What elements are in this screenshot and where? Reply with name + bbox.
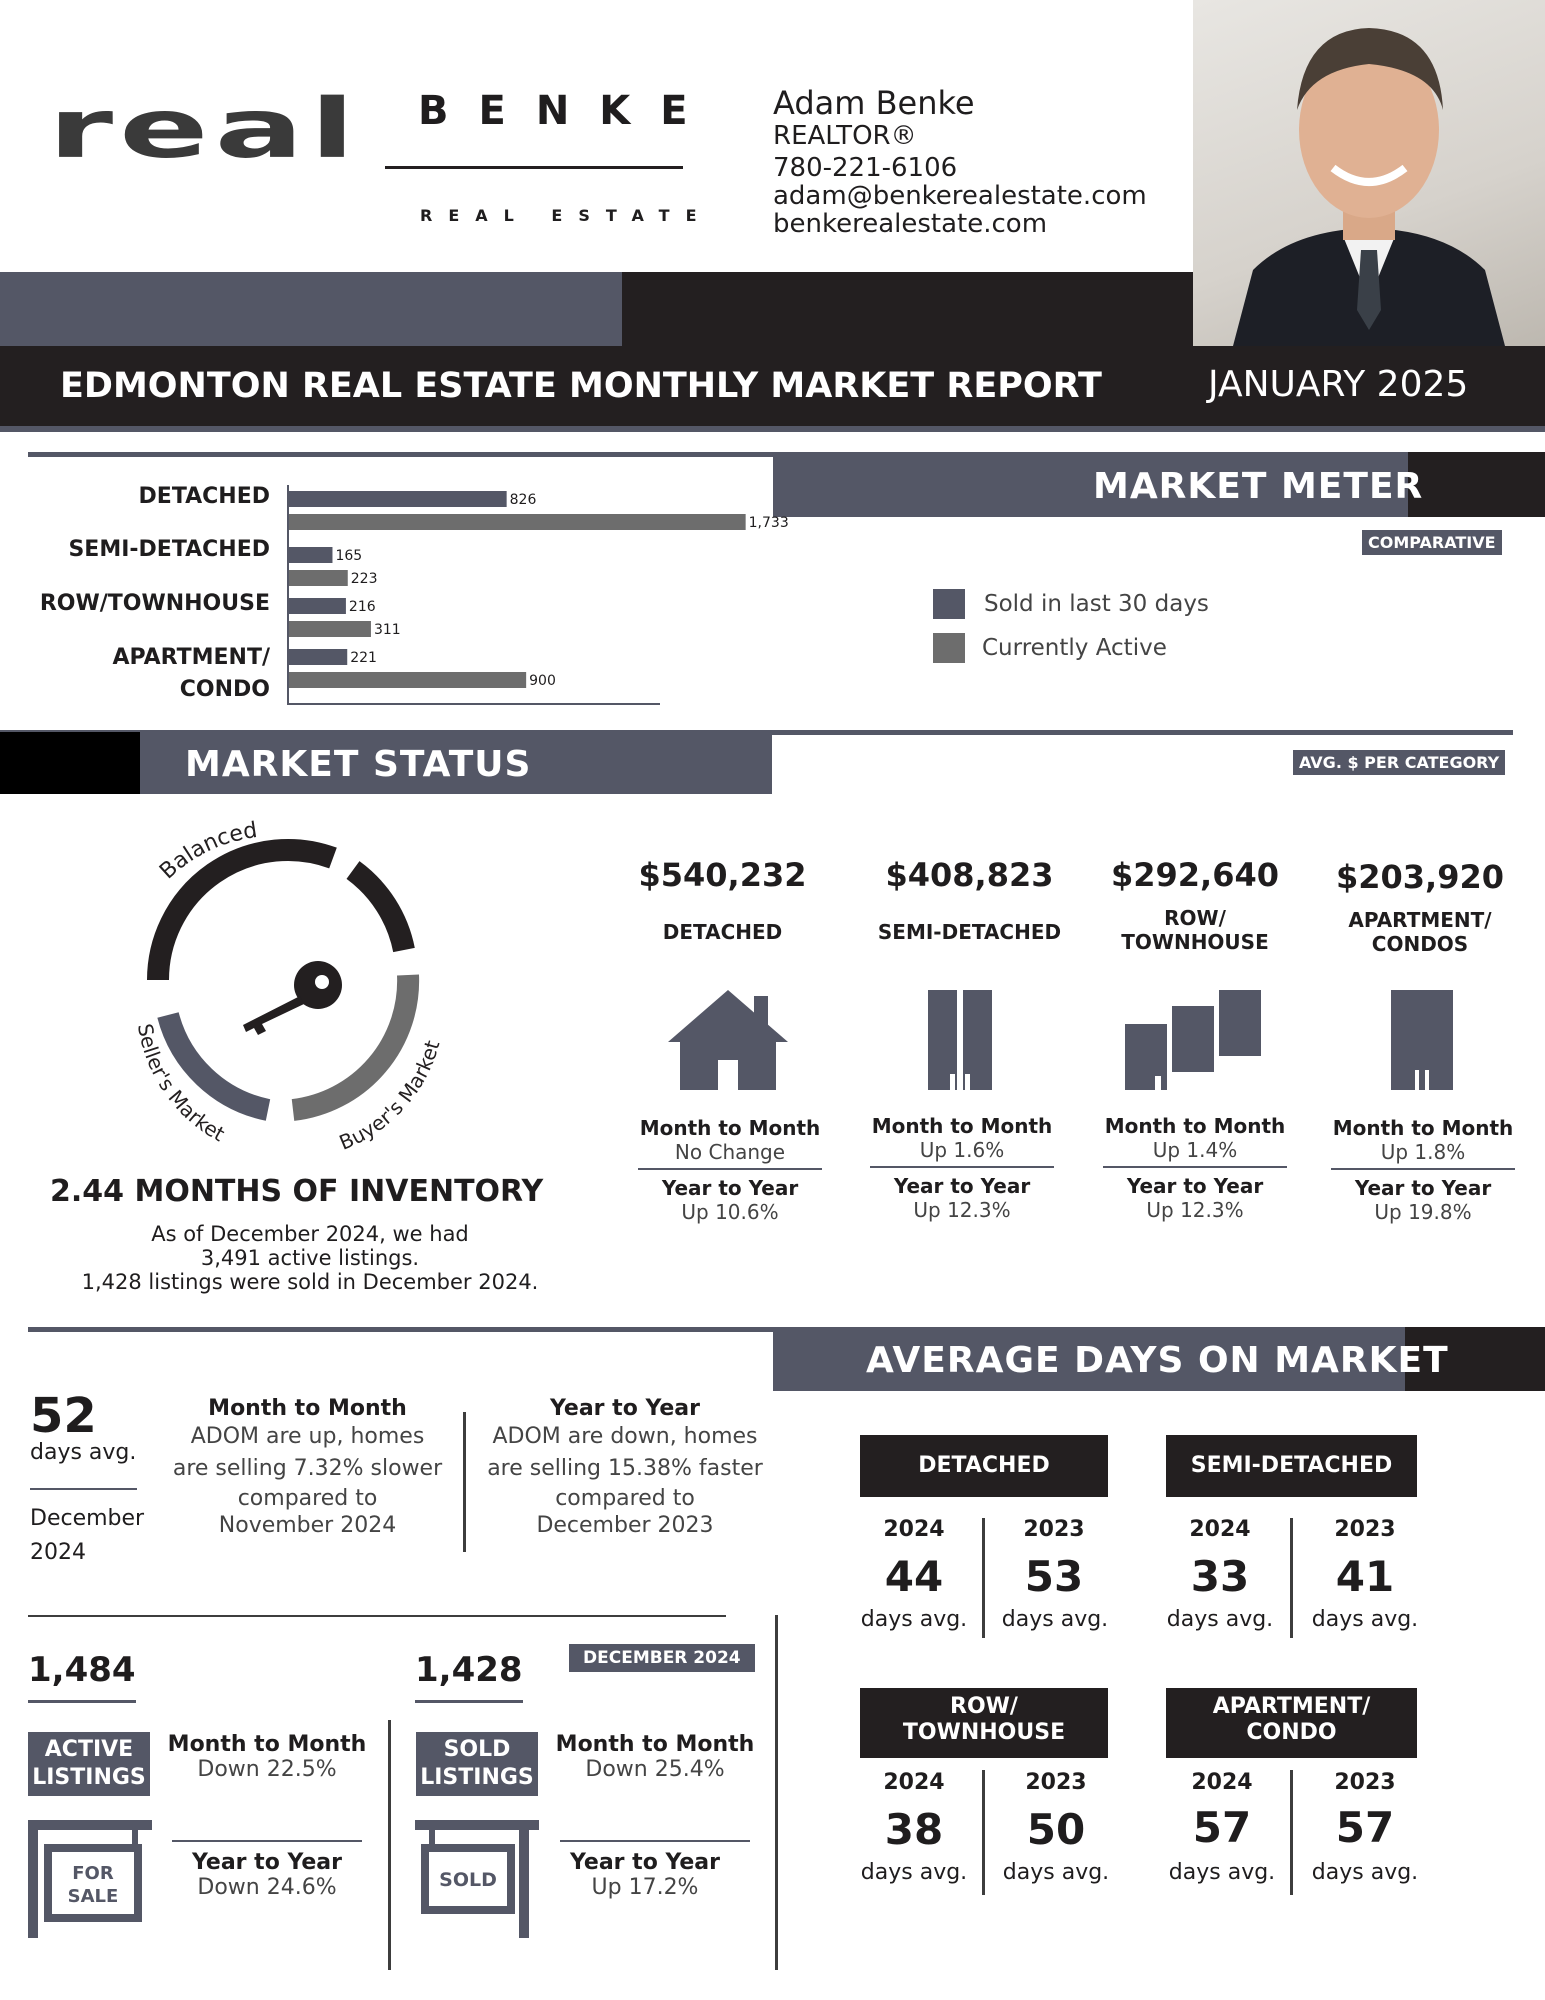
adom-value: 33 (1190, 1552, 1250, 1601)
sold-sign-text: SOLD (439, 1869, 497, 1891)
status-banner-black (0, 732, 140, 794)
chart-label-condo: CONDO (179, 677, 270, 702)
sold-mtm (550, 1732, 760, 1782)
gauge-sellers-label: Seller's Market (132, 1021, 229, 1147)
bar-value-label: 900 (529, 673, 556, 689)
gauge-balanced-label: Balanced (155, 818, 260, 885)
stat-head: Year to Year (893, 1174, 1031, 1198)
legend-sold-swatch (933, 589, 965, 619)
sold-count: 1,428 (415, 1650, 523, 1690)
stats-row-townhouse (1095, 1114, 1295, 1222)
adom-title: AVERAGE DAYS ON MARKET (866, 1340, 1449, 1381)
sold-label-1: SOLD (443, 1737, 511, 1762)
agent-photo (1193, 0, 1545, 346)
apartment-icon (1391, 990, 1453, 1090)
agent-email[interactable]: adam@benkerealestate.com (773, 181, 1147, 211)
adom-period (30, 1502, 144, 1570)
stat-value: Up 19.8% (1374, 1200, 1472, 1224)
price-semi-detached: $408,823 (885, 856, 1054, 894)
sold-sign-icon (415, 1820, 539, 1938)
adom-box-label-1: APARTMENT/ (1212, 1694, 1371, 1719)
market-status-title: MARKET STATUS (185, 744, 532, 785)
avg-price-tag: AVG. $ PER CATEGORY (1293, 750, 1505, 775)
adom-mtm-line: are selling 7.32% slower (172, 1456, 443, 1481)
adom-year: 2024 (883, 1770, 945, 1795)
stat-head: Month to Month (1332, 1116, 1514, 1140)
adom-box-detached: DETACHED (860, 1435, 1108, 1497)
adom-period-year: 2024 (30, 1540, 86, 1565)
bar-active-1 (289, 570, 348, 586)
listings-top-rule (28, 1615, 726, 1617)
for-sale-sign-text-2: SALE (67, 1886, 119, 1907)
inventory-line-1: As of December 2024, we had (151, 1222, 469, 1246)
sold-yty-head: Year to Year (569, 1850, 720, 1875)
stat-divider (1103, 1166, 1287, 1168)
report-title: EDMONTON REAL ESTATE MONTHLY MARKET REPORT (60, 366, 1102, 406)
townhouse-icon (1125, 990, 1261, 1090)
for-sale-sign-icon (28, 1820, 152, 1938)
adom-unit: days avg. (860, 1607, 968, 1632)
bar-sold-3 (289, 649, 347, 665)
gauge-buyers-label: Buyer's Market (335, 1037, 445, 1155)
adom-mid-divider (463, 1412, 466, 1552)
brand-subtitle: REAL ESTATE (420, 206, 713, 225)
adom-value: 44 (884, 1552, 944, 1601)
adom-yty-line: compared to (555, 1486, 695, 1511)
price-col-row (1095, 856, 1295, 954)
adom-year: 2023 (1023, 1517, 1085, 1542)
active-yty-head: Year to Year (191, 1850, 342, 1875)
bar-value-label: 221 (350, 650, 377, 666)
active-listings-label (28, 1732, 150, 1796)
adom-mtm-head: Month to Month (208, 1396, 407, 1421)
bar-active-2 (289, 621, 371, 637)
adom-unit: days avg. (1002, 1860, 1110, 1885)
adom-year: 2024 (883, 1517, 945, 1542)
agent-name: Adam Benke (773, 84, 975, 122)
sold-listings-label (416, 1732, 538, 1796)
bar-sold-2 (289, 598, 346, 614)
active-mtm (162, 1732, 372, 1782)
brand-divider (385, 166, 683, 169)
bar-value-label: 311 (373, 622, 401, 638)
sold-label-2: LISTINGS (420, 1765, 534, 1790)
bar-value-label: 826 (509, 492, 537, 508)
stats-detached (630, 1116, 830, 1224)
adom-mtm-line: November 2024 (218, 1513, 397, 1538)
adom-period-month: December (30, 1506, 145, 1531)
active-count-underline (28, 1700, 136, 1703)
adom-yty-line: ADOM are down, homes (492, 1424, 758, 1449)
brand-name: BENKE (418, 88, 718, 134)
active-count: 1,484 (28, 1650, 136, 1690)
adom-year: 2024 (1189, 1517, 1251, 1542)
legend-active-swatch (933, 633, 965, 663)
inventory-line-3: 1,428 listings were sold in December 2024. (81, 1270, 539, 1294)
sold-count-underline (415, 1700, 523, 1703)
adom-value: 53 (1024, 1552, 1084, 1601)
sold-yty (540, 1850, 750, 1900)
market-meter-title: MARKET METER (1093, 466, 1424, 507)
listings-right-divider (775, 1615, 778, 1970)
price-col-detached (620, 856, 825, 944)
stat-value: Up 10.6% (681, 1200, 779, 1224)
adom-unit: days avg. (1001, 1607, 1109, 1632)
stat-value: No Change (674, 1140, 786, 1164)
chart-label-apartment: APARTMENT/ (112, 645, 270, 670)
adom-days-label: days avg. (30, 1440, 137, 1465)
stat-value: Up 12.3% (1146, 1198, 1244, 1222)
comparative-tag: COMPARATIVE (1362, 530, 1502, 555)
type-apartment-1: APARTMENT/ (1348, 908, 1492, 932)
adom-box-divider (1290, 1518, 1293, 1638)
report-date: JANUARY 2025 (1208, 364, 1469, 405)
sold-mtm-head: Month to Month (555, 1732, 755, 1757)
stat-value: Up 1.4% (1152, 1138, 1238, 1162)
adom-year: 2023 (1334, 1517, 1396, 1542)
listings-mid-divider (388, 1720, 391, 1970)
adom-box-label-1: ROW/ (950, 1694, 1018, 1719)
adom-value: 38 (884, 1805, 944, 1854)
inventory-line-2: 3,491 active listings. (200, 1246, 420, 1270)
bar-value-label: 223 (350, 571, 378, 587)
stat-head: Year to Year (1126, 1174, 1264, 1198)
active-label-1: ACTIVE (44, 1737, 134, 1762)
header-band-dark (622, 272, 1193, 346)
sold-yty-value: Up 17.2% (591, 1875, 699, 1900)
chart-label-row-townhouse: ROW/TOWNHOUSE (39, 591, 270, 616)
adom-value: 41 (1335, 1552, 1395, 1601)
adom-unit: days avg. (1311, 1607, 1419, 1632)
header-band-slate (0, 272, 622, 346)
agent-title: REALTOR® (773, 121, 917, 151)
for-sale-sign-text-1: FOR (72, 1863, 114, 1884)
stat-head: Month to Month (871, 1114, 1053, 1138)
market-meter-banner-end (1408, 452, 1545, 517)
sold-mtm-value: Down 25.4% (585, 1757, 725, 1782)
sold-mid-rule (560, 1840, 750, 1842)
bar-sold-1 (289, 547, 332, 563)
stats-semi-detached (862, 1114, 1062, 1222)
adom-unit: days avg. (860, 1860, 968, 1885)
stats-apartment (1323, 1116, 1523, 1224)
adom-top-rule (28, 1327, 773, 1332)
adom-days-number: 52 (30, 1388, 97, 1444)
bar-sold-0 (289, 491, 507, 507)
real-logo: real (48, 81, 361, 177)
legend-sold-label: Sold in last 30 days (984, 591, 1209, 617)
stat-value: Up 1.6% (919, 1138, 1005, 1162)
type-row-2: TOWNHOUSE (1121, 930, 1269, 954)
type-row-1: ROW/ (1164, 906, 1226, 930)
active-mid-rule (172, 1840, 362, 1842)
adom-year: 2023 (1025, 1770, 1087, 1795)
active-mtm-value: Down 22.5% (197, 1757, 337, 1782)
adom-unit: days avg. (1166, 1607, 1274, 1632)
stat-divider (1331, 1168, 1515, 1170)
report-title-underline (0, 426, 1545, 432)
adom-box-divider (982, 1770, 985, 1895)
price-row-townhouse: $292,640 (1110, 856, 1279, 894)
active-mtm-head: Month to Month (167, 1732, 367, 1757)
legend-active-label: Currently Active (982, 635, 1167, 661)
market-gauge (108, 810, 468, 1170)
stat-value: Up 12.3% (913, 1198, 1011, 1222)
type-apartment-2: CONDOS (1371, 932, 1469, 956)
adom-yty (480, 1396, 770, 1539)
adom-unit: days avg. (1311, 1860, 1419, 1885)
adom-box-label-2: CONDO (1246, 1720, 1337, 1745)
bar-active-0 (289, 514, 746, 530)
stat-head: Month to Month (1104, 1114, 1286, 1138)
adom-box-apartment (1166, 1688, 1417, 1758)
semi-detached-icon (928, 990, 992, 1090)
adom-yty-head: Year to Year (549, 1396, 700, 1421)
adom-mtm (170, 1396, 445, 1539)
house-icon (668, 990, 788, 1090)
price-col-semi (862, 856, 1077, 944)
price-col-apartment (1320, 858, 1520, 956)
adom-value: 57 (1335, 1803, 1395, 1852)
stat-divider (638, 1168, 822, 1170)
chart-label-detached: DETACHED (138, 484, 270, 509)
type-semi-detached: SEMI-DETACHED (877, 920, 1062, 944)
agent-website[interactable]: benkerealestate.com (773, 209, 1048, 239)
stat-head: Year to Year (661, 1176, 799, 1200)
stat-head: Year to Year (1354, 1176, 1492, 1200)
adom-box-label-2: TOWNHOUSE (902, 1720, 1066, 1745)
stat-value: Up 1.8% (1380, 1140, 1466, 1164)
meter-top-rule (28, 452, 773, 457)
active-yty-value: Down 24.6% (197, 1875, 337, 1900)
adom-mtm-line: compared to (237, 1486, 378, 1511)
adom-value: 50 (1026, 1805, 1086, 1854)
bar-value-label: 165 (335, 548, 363, 564)
price-detached: $540,232 (638, 856, 807, 894)
adom-value: 57 (1192, 1803, 1252, 1852)
adom-year: 2023 (1334, 1770, 1396, 1795)
price-apartment: $203,920 (1335, 858, 1504, 896)
bar-active-3 (289, 672, 526, 688)
december-tag: DECEMBER 2024 (569, 1644, 755, 1672)
adom-yty-line: are selling 15.38% faster (487, 1456, 763, 1481)
inventory-title: 2.44 MONTHS OF INVENTORY (50, 1174, 544, 1209)
chart-label-semi-detached: SEMI-DETACHED (68, 537, 270, 562)
active-yty (162, 1850, 372, 1900)
agent-phone[interactable]: 780-221-6106 (773, 153, 958, 183)
adom-box-divider (1290, 1770, 1293, 1895)
stat-divider (870, 1166, 1054, 1168)
bar-value-label: 216 (348, 599, 376, 615)
inventory-summary (40, 1222, 580, 1294)
adom-box-divider (982, 1518, 985, 1638)
bar-value-label: 1,733 (748, 515, 789, 531)
agent-contact (773, 84, 1147, 238)
adom-year: 2024 (1191, 1770, 1253, 1795)
market-meter-chart (280, 480, 800, 710)
adom-box-semi-detached: SEMI-DETACHED (1166, 1435, 1417, 1497)
adom-box-row-townhouse (860, 1688, 1108, 1758)
active-label-2: LISTINGS (32, 1765, 146, 1790)
type-detached: DETACHED (662, 920, 783, 944)
stat-head: Month to Month (639, 1116, 821, 1140)
adom-mtm-line: ADOM are up, homes (190, 1424, 425, 1449)
adom-unit: days avg. (1168, 1860, 1276, 1885)
adom-days-underline (30, 1488, 137, 1490)
adom-yty-line: December 2023 (536, 1513, 714, 1538)
